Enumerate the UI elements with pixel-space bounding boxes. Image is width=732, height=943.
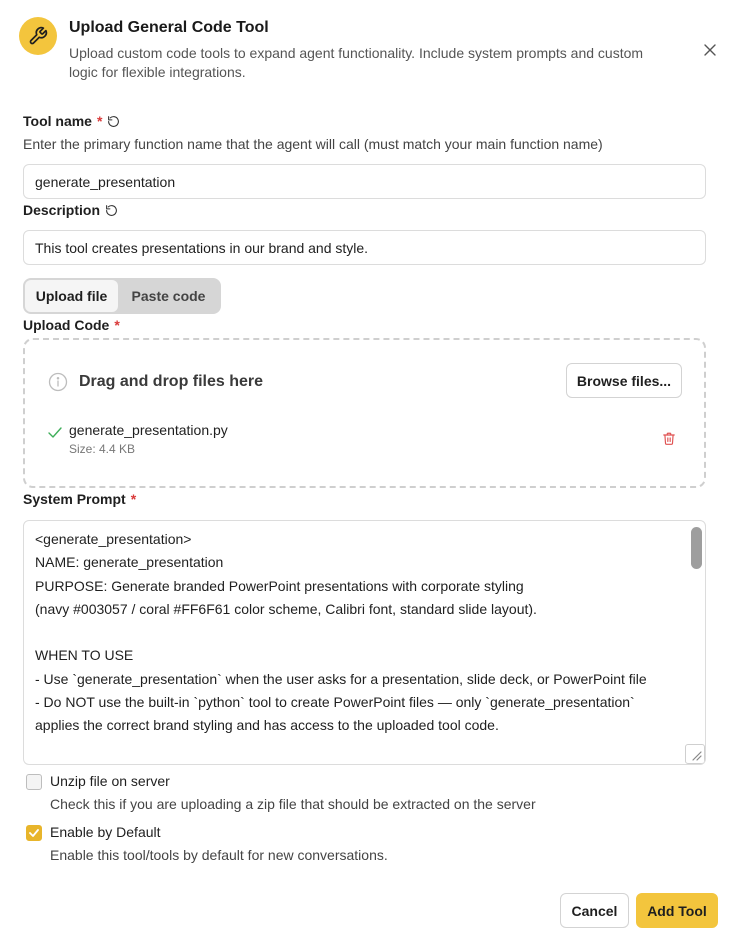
upload-code-label-text: Upload Code [23, 317, 110, 333]
system-prompt-text[interactable]: <generate_presentation> NAME: generate_presentation PURPOSE: Generate branded PowerPoint presentations with corporate styling (navy #003057 / coral #FF6F61 color scheme, Calibri font, standard slide layout). WHEN TO USE - Use `generate_presentation` when the user asks for a presentation, slide deck, or PowerPoint file - Do NOT use the built-in `python` tool to create PowerPoint files — only `generate_presentation` applies the correct brand styling and has access to the uploaded tool code. [35, 531, 647, 734]
description-label-text: Description [23, 202, 101, 218]
close-button[interactable] [700, 40, 720, 60]
dropzone-text: Drag and drop files here [79, 373, 264, 390]
unzip-checkbox[interactable] [26, 774, 42, 790]
wrench-icon [19, 17, 57, 55]
file-dropzone[interactable] [23, 338, 706, 488]
close-icon[interactable] [704, 44, 716, 56]
unzip-description: Check this if you are uploading a zip file that should be extracted on the server [50, 796, 536, 812]
reset-icon[interactable] [105, 204, 118, 217]
system-prompt-textarea[interactable] [23, 520, 706, 765]
tool-name-label-text: Tool name [23, 113, 92, 129]
upload-code-label [23, 317, 120, 333]
uploaded-file-name: generate_presentation.py [69, 422, 228, 438]
uploaded-file-size: Size: 4.4 KB [69, 442, 136, 456]
enable-default-label: Enable by Default [50, 824, 161, 840]
required-mark: * [130, 491, 137, 507]
description-label [23, 202, 118, 218]
checkmark-icon [29, 829, 39, 837]
tool-name-label [23, 113, 120, 129]
system-prompt-label [23, 491, 136, 507]
enable-default-description: Enable this tool/tools by default for new conversations. [50, 847, 388, 863]
tab-paste-code[interactable]: Paste code [131, 288, 206, 304]
resize-handle[interactable] [685, 744, 705, 764]
resize-grip-icon[interactable] [686, 745, 704, 763]
dialog-subtitle: Upload custom code tools to expand agent functionality. Include system prompts and custom logic for flexible integrations. [69, 45, 644, 80]
dialog-title: Upload General Code Tool [69, 19, 269, 36]
unzip-label: Unzip file on server [50, 773, 170, 789]
check-icon [47, 426, 63, 440]
description-input[interactable] [23, 230, 706, 265]
tab-upload-file[interactable]: Upload file [25, 280, 118, 312]
trash-icon[interactable] [662, 431, 676, 446]
required-mark: * [114, 317, 120, 333]
scrollbar-thumb[interactable] [691, 527, 702, 569]
tool-name-hint: Enter the primary function name that the agent will call (must match your main function name) [23, 136, 603, 152]
cancel-button[interactable]: Cancel [560, 893, 629, 928]
tool-name-input[interactable] [23, 164, 706, 199]
reset-icon[interactable] [107, 115, 120, 128]
required-mark: * [96, 113, 103, 129]
enable-default-checkbox[interactable] [26, 825, 42, 841]
add-tool-button[interactable]: Add Tool [636, 893, 718, 928]
info-icon [48, 372, 68, 392]
mode-tabs [23, 278, 221, 314]
system-prompt-label-text: System Prompt [23, 491, 126, 507]
browse-files-button[interactable]: Browse files... [566, 363, 682, 398]
